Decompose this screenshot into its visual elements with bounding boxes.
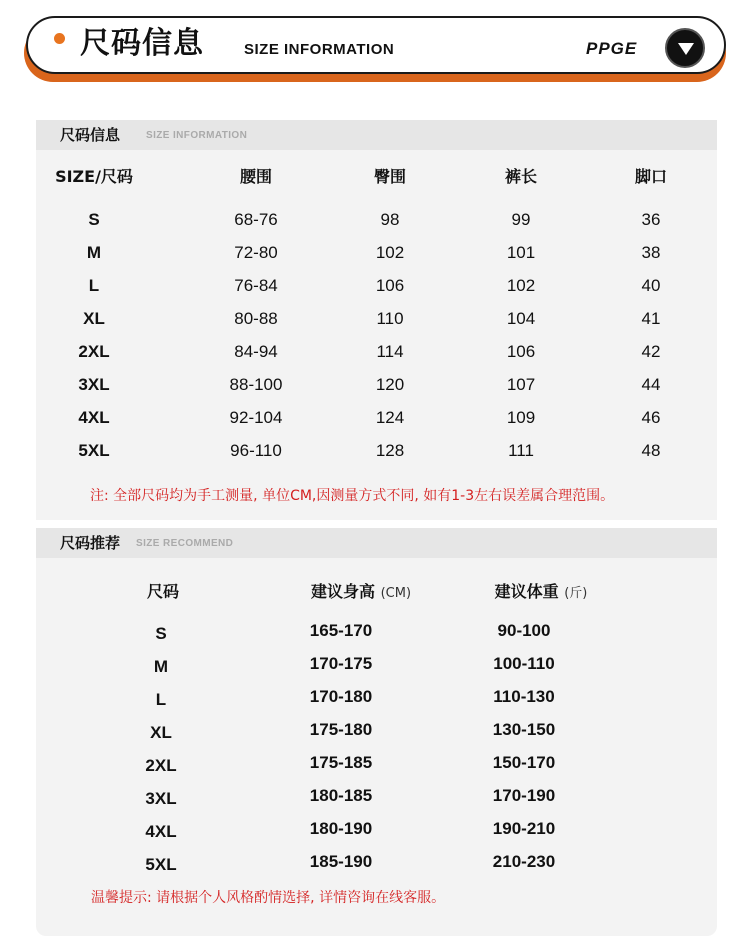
size-info-size-cell: XL: [83, 309, 105, 328]
size-info-value-cell: 111: [508, 441, 534, 460]
size-info-size-cell: 2XL: [78, 342, 110, 361]
size-recommend-panel: [36, 528, 717, 936]
page-subtitle: SIZE INFORMATION: [244, 41, 395, 58]
recommend-col-weight-label: 建议体重: [494, 582, 559, 601]
recommend-col-size: 尺码: [146, 582, 179, 601]
size-info-value-cell: 76-84: [234, 276, 278, 295]
size-info-size-cell: M: [86, 243, 102, 262]
size-info-col-header: 臀围: [373, 167, 406, 186]
recommend-value-cell: 175-185: [309, 753, 373, 772]
recommend-col-weight-unit: (斤): [564, 586, 588, 601]
size-info-value-cell: 68-76: [234, 210, 278, 229]
bullet-dot-icon: [54, 33, 65, 44]
chevron-down-icon: [665, 28, 705, 68]
recommend-value-cell: 210-230: [492, 852, 556, 871]
size-info-size-cell: 5XL: [78, 441, 110, 460]
size-info-size-cell: 3XL: [78, 375, 110, 394]
size-info-value-cell: 42: [641, 342, 661, 361]
recommend-size-cell: 2XL: [145, 756, 177, 775]
size-info-value-cell: 120: [375, 375, 405, 394]
size-recommend-heading-cn: 尺码推荐: [60, 534, 121, 552]
brand-logo: PPGE: [586, 39, 638, 58]
recommend-value-cell: 110-130: [493, 687, 555, 706]
recommend-value-cell: 165-170: [309, 621, 373, 640]
size-info-value-cell: 84-94: [234, 342, 278, 361]
size-info-size-cell: S: [88, 210, 100, 229]
size-info-value-cell: 128: [375, 441, 405, 460]
recommend-col-weight: [471, 581, 611, 605]
size-info-header: [36, 120, 717, 150]
size-info-value-cell: 102: [506, 276, 536, 295]
recommend-col-height-unit: (CM): [380, 586, 412, 601]
size-info-value-cell: 101: [506, 243, 536, 262]
recommend-size-cell: XL: [150, 723, 172, 742]
size-info-value-cell: 99: [511, 210, 531, 229]
recommend-value-cell: 170-175: [309, 654, 373, 673]
size-info-value-cell: 80-88: [234, 309, 278, 328]
size-info-value-cell: 46: [641, 408, 661, 427]
recommend-value-cell: 170-180: [309, 687, 373, 706]
size-info-value-cell: 114: [376, 342, 404, 361]
size-info-col-header: SIZE/尺码: [55, 167, 133, 186]
size-info-value-cell: 88-100: [229, 375, 283, 394]
recommend-value-cell: 185-190: [309, 852, 373, 871]
recommend-value-cell: 170-190: [492, 786, 556, 805]
size-info-value-cell: 92-104: [229, 408, 283, 427]
size-info-value-cell: 96-110: [230, 441, 282, 460]
recommend-value-cell: 130-150: [492, 720, 556, 739]
size-info-value-cell: 107: [506, 375, 536, 394]
size-info-value-cell: 38: [641, 243, 661, 262]
size-info-col-header: 脚口: [634, 167, 667, 186]
size-info-heading-cn: 尺码信息: [60, 126, 121, 144]
size-recommend-heading-en: SIZE RECOMMEND: [136, 538, 234, 549]
recommend-value-cell: 90-100: [497, 621, 551, 640]
size-info-value-cell: 106: [375, 276, 405, 295]
recommend-value-cell: 150-170: [492, 753, 556, 772]
recommend-col-height-label: 建议身高: [310, 582, 375, 601]
size-info-value-cell: 98: [380, 210, 400, 229]
recommend-size-cell: L: [155, 690, 167, 709]
size-info-value-cell: 110: [376, 309, 404, 328]
size-info-col-header: 腰围: [239, 167, 272, 186]
size-info-value-cell: 124: [375, 408, 405, 427]
size-info-note: 注: 全部尺码均为手工测量, 单位CM,因测量方式不同, 如有1-3左右误差属合理范围。: [90, 488, 615, 504]
size-info-size-cell: 4XL: [78, 408, 110, 427]
size-info-panel: [36, 120, 717, 520]
recommend-col-height: [291, 581, 431, 605]
size-info-value-cell: 36: [641, 210, 661, 229]
size-info-value-cell: 41: [641, 309, 661, 328]
size-info-heading-en: SIZE INFORMATION: [146, 130, 248, 141]
recommend-size-cell: M: [153, 657, 169, 676]
recommend-size-cell: 5XL: [145, 855, 177, 874]
recommend-size-cell: 3XL: [145, 789, 177, 808]
recommend-size-cell: S: [155, 624, 167, 643]
size-info-value-cell: 104: [506, 309, 536, 328]
recommend-value-cell: 180-185: [309, 786, 373, 805]
size-recommend-note: 温馨提示: 请根据个人风格酌情选择, 详情咨询在线客服。: [91, 890, 446, 906]
size-info-value-cell: 44: [641, 375, 661, 394]
recommend-size-cell: 4XL: [145, 822, 177, 841]
size-info-size-cell: L: [88, 276, 100, 295]
size-info-value-cell: 48: [641, 441, 661, 460]
size-info-value-cell: 109: [506, 408, 536, 427]
size-info-value-cell: 72-80: [234, 243, 278, 262]
recommend-value-cell: 190-210: [492, 819, 556, 838]
size-recommend-header: [36, 528, 717, 558]
size-info-value-cell: 102: [375, 243, 405, 262]
size-info-col-header: 裤长: [504, 167, 537, 186]
size-info-value-cell: 106: [506, 342, 536, 361]
recommend-value-cell: 175-180: [309, 720, 373, 739]
recommend-value-cell: 180-190: [309, 819, 373, 838]
page-title: 尺码信息: [80, 26, 204, 61]
recommend-value-cell: 100-110: [493, 654, 555, 673]
size-info-value-cell: 40: [641, 276, 661, 295]
